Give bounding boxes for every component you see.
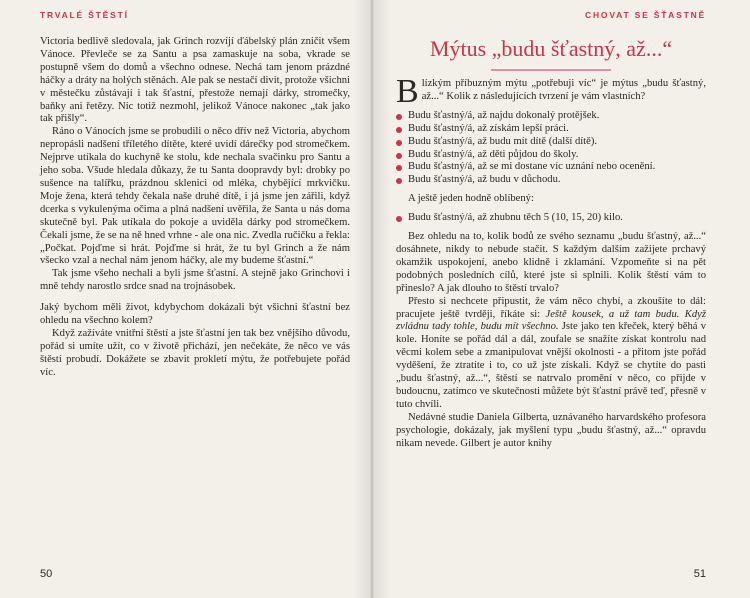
bullet-dot-icon — [396, 140, 402, 146]
bullet-dot-icon — [396, 165, 402, 171]
paragraph: Bez ohledu na to, kolik bodů ze svého seznamu „budu šťastný, až...“ dosáhnete, nikdy to nebude stačit. S každým dalším zažijete prchavý okamžik uspokojení, anebo klidně i zklamání. Vzpomeňte si na pět podobných posledních cílů, které jste si splnili. Kolik štěstí vám to přineslo? A jak dlouho to štěstí trvalo? — [396, 231, 706, 294]
bullet-text: Budu šťastný/á, až se mi dostane víc uznání nebo ocenění. — [408, 161, 656, 173]
bullet-item — [396, 110, 706, 123]
bullet-item — [396, 174, 706, 187]
running-head-right: CHOVAT SE ŠŤASTNĚ — [585, 10, 706, 20]
paragraph: Nedávné studie Daniela Gilberta, uznávaného harvardského profesora psychologie, dokázaly, jak myšlení typu „budu šťastný, až...“ opravdu nikam nevede. Gilbert je autor knihy — [396, 411, 706, 449]
bullet-text: Budu šťastný/á, až budu v důchodu. — [408, 174, 561, 186]
bullet-text: Budu šťastný/á, až získám lepší práci. — [408, 122, 569, 134]
paragraph: Ráno o Vánocích jsme se probudili o něco dřív než Victoria, abychom nepropásli nadšení tříletého dítěte, které uvidí dárečky pod stromečkem. Nejprve utíkala do kuchyně ke stolu, kde nechala svačinku pro Santu a jeho soba. Všude hledala důkazy, že tu Santa doopravdy byl: drobky po sušence na talířku, prázdnou sklenici od mléka, chybějící mrkvičku. Moje žena, která tehdy čekala naše druhé dítě, i já jsme jen zářili, když dcerka s vykulenýma očima a plná nadšení uvěřila, že Santa u nás doma skutečně byl. Pak utíkala do pokoje a uviděla dárky pod stromečkem. Čekali jsme, že se na ně hned vrhne - ale ona nic. Zvedla ručičku a řekla: „Počkat. Pojďme si hrát. Pojďme si hrát, že tu byl Grinch a že nám všecko vzal a nechal nám jenom háčky, ale my budeme šťastní.“ — [40, 126, 350, 267]
bullet-dot-icon — [396, 127, 402, 133]
paragraph-text: Přesto si nechcete připustit, že vám něco chybí, a zkoušíte to dál: pracujete ještě tvrději, říkáte si: — [396, 295, 706, 320]
book-gutter-shadow — [352, 0, 392, 598]
bullet-item — [396, 212, 706, 225]
intro-paragraph — [396, 73, 706, 110]
bullet-item — [396, 123, 706, 136]
running-head-left: TRVALÉ ŠTĚSTÍ — [40, 10, 129, 20]
paragraph: Tak jsme všeho nechali a byli jsme šťastní. A stejně jako Grinchovi i mně tehdy narostlo srdce snad na trojnásobek. — [40, 268, 350, 293]
bullet-item — [396, 161, 706, 174]
paragraph: Jaký bychom měli život, kdybychom dokázali být všichni šťastní bez ohledu na všechno kolem? — [40, 302, 350, 327]
paragraph: A ještě jeden hodně oblíbený: — [408, 193, 534, 205]
bullet-list — [396, 110, 706, 187]
bullet-item — [396, 136, 706, 149]
bullet-dot-icon — [396, 178, 402, 184]
paragraph: Když zažíváte vnitřní štěstí a jste šťastní jen tak bez vnějšího důvodu, pořád si umíte užít, co v životě přichází, jen nečekáte, že něco ve vás štěstí probudí. Dokážete se zbavit prokletí mýtu, že potřebujete pořád víc. — [40, 327, 350, 378]
paragraph-text: Jste jako ten křeček, který běhá v kole. Honíte se pořád dál a dál, zoufale se snažíte získat kontrolu nad věcmi kolem sebe a zmanipulovat vnější okolnosti - a přitom jste pořád vyděšení, že ztratíte i to, co už jste získali. Když se chytíte do pasti „budu šťastný, až...“, štěstí se natrvalo promění v něco, co přijde v budoucnu, zatímco ve skutečnosti můžete být šťastní právě teď, přesně v tuto chvíli. — [396, 321, 706, 410]
bullet-text: Budu šťastný/á, až najdu dokonalý protějšek. — [408, 109, 600, 121]
bullet-list-extra — [396, 212, 706, 225]
page-number-right: 51 — [693, 568, 706, 580]
drop-cap: B — [396, 73, 419, 110]
intro-text: lízkým příbuzným mýtu „potřebuji víc“ je mýtus „budu šťastný, až...“ Kolik z následujících tvrzení je vám vlastních? — [421, 78, 706, 102]
chapter-title: Mýtus „budu šťastný, až...“ — [429, 36, 673, 61]
italic-quote: Ještě kousek, a už tam budu. Když zvládnu tady tohle, budu mít všechno. — [396, 308, 706, 333]
bullet-dot-icon — [396, 153, 402, 159]
bullet-dot-icon — [396, 114, 402, 120]
paragraph: Victoria bedlivě sledovala, jak Grinch rozvíjí ďábelský plán zničit všem Vánoce. Převleče se za Santu a psa zamaskuje na soba, vkrade se postupně všem do domů a všechno odnese. Nechá tam jenom prázdné háčky a dráty na holých stěnách. Ale pak se nestačí divit, protože všichni v městečku zůstávají i tak šťastní, přestože nemají dárky, stromečky, baňky ani řetězy. Nic totiž nezmohl, jelikož Vánoce nakonec „tak jako tak přišly“. — [40, 36, 350, 125]
bullet-dot-icon — [396, 216, 402, 222]
right-page — [372, 0, 750, 598]
page-number-left: 50 — [40, 568, 53, 580]
bullet-item — [396, 149, 706, 162]
section-gap — [40, 294, 350, 302]
paragraph — [396, 296, 706, 412]
bullet-text: Budu šťastný/á, až zhubnu těch 5 (10, 15, 20) kilo. — [408, 212, 623, 224]
bullet-text: Budu šťastný/á, až děti půjdou do školy. — [408, 148, 579, 160]
title-underline-ornament — [396, 68, 706, 72]
left-page — [0, 0, 372, 598]
bullet-text: Budu šťastný/á, až budu mít dítě (další dítě). — [408, 135, 598, 147]
